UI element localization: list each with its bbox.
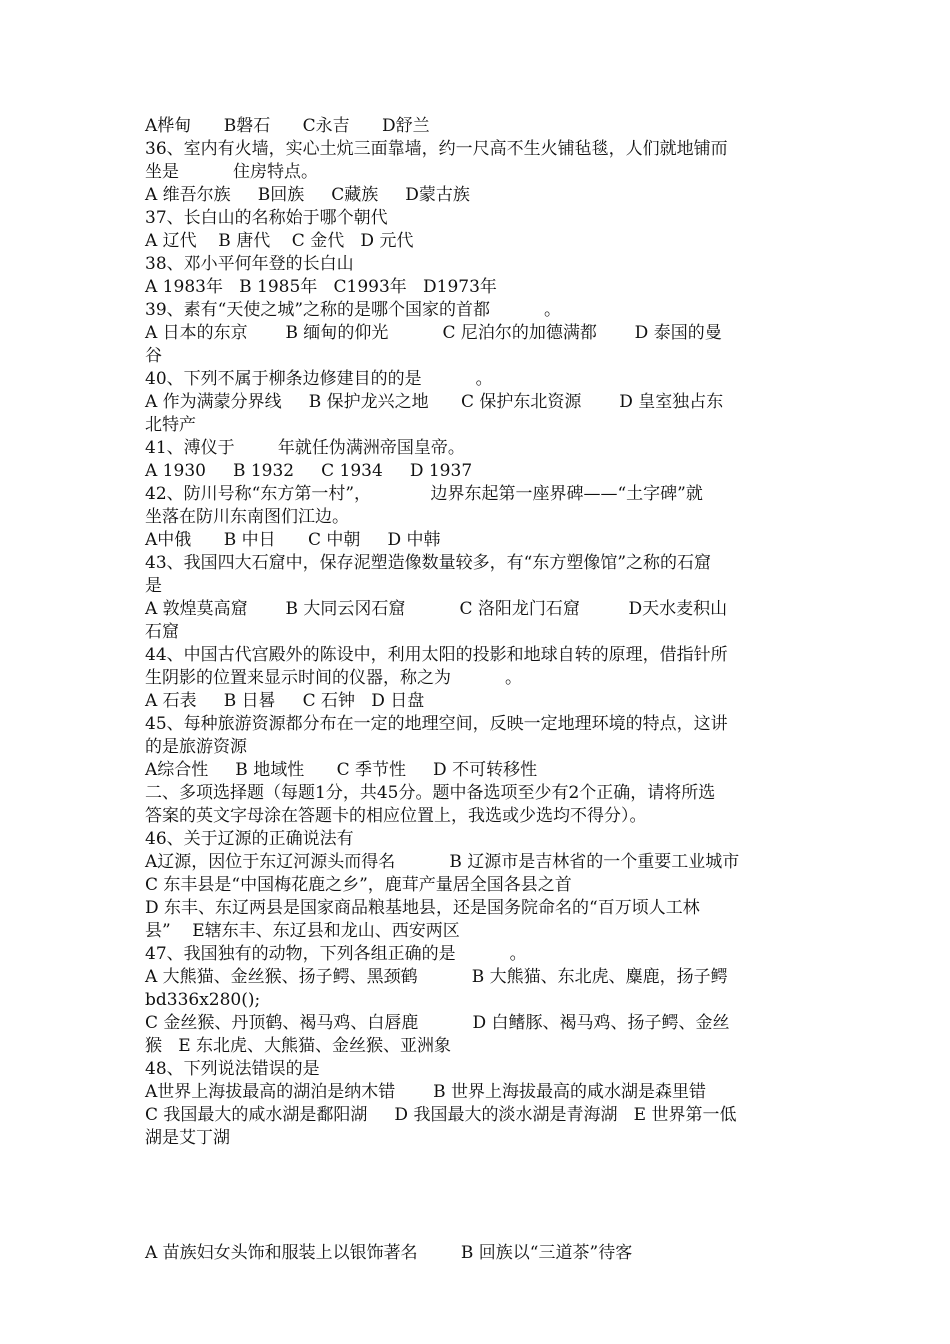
text-line: 40、下列不属于柳条边修建目的的是 。 [145, 369, 493, 389]
text-line: 46、关于辽源的正确说法有 [145, 829, 354, 849]
text-line: 坐落在防川东南图们江边。 [145, 507, 349, 527]
text-line: 的是旅游资源 [145, 737, 247, 757]
text-line: C 我国最大的咸水湖是鄱阳湖 D 我国最大的淡水湖是青海湖 E 世界第一低 [145, 1105, 737, 1125]
text-line: 坐是 住房特点。 [145, 162, 319, 182]
question-block [145, 115, 810, 1150]
text-line: A 日本的东京 B 缅甸的仰光 C 尼泊尔的加德满都 D 泰国的曼 [145, 323, 722, 343]
text-line: 38、邓小平何年登的长白山 [145, 254, 354, 274]
text-line: A综合性 B 地域性 C 季节性 D 不可转移性 [145, 760, 538, 780]
text-line: 48、下列说法错误的是 [145, 1059, 320, 1079]
text-line: 37、长白山的名称始于哪个朝代 [145, 208, 388, 228]
text-line: A 石表 B 日晷 C 石钟 D 日盘 [145, 691, 425, 711]
text-line: 湖是艾丁湖 [145, 1128, 230, 1148]
text-line: A 大熊猫、金丝猴、扬子鳄、黑颈鹤 B 大熊猫、东北虎、麋鹿，扬子鳄 [145, 967, 728, 987]
text-line: A 1930 B 1932 C 1934 D 1937 [145, 461, 473, 481]
text-line: 42、防川号称“东方第一村”， 边界东起第一座界碑——“土字碑”就 [145, 484, 703, 504]
text-line: D 东丰、东辽两县是国家商品粮基地县，还是国务院命名的“百万顷人工林 [145, 898, 700, 918]
text-line: A中俄 B 中日 C 中朝 D 中韩 [145, 530, 441, 550]
text-line: A 作为满蒙分界线 B 保护龙兴之地 C 保护东北资源 D 皇室独占东 [145, 392, 724, 412]
text-line: A辽源，因位于东辽河源头而得名 B 辽源市是吉林省的一个重要工业城市 [145, 852, 740, 872]
text-line: 41、溥仪于 年就任伪满洲帝国皇帝。 [145, 438, 465, 458]
text-line: 是 [145, 576, 162, 596]
text-line: 36、室内有火墙，实心土炕三面靠墙，约一尺高不生火铺毡毯，人们就地铺而 [145, 139, 728, 159]
blank-gap [145, 1150, 810, 1242]
document-page [145, 115, 810, 1265]
text-line: 县” E辖东丰、东辽县和龙山、西安两区 [145, 921, 460, 941]
text-line: 猴 E 东北虎、大熊猫、金丝猴、亚洲象 [145, 1036, 452, 1056]
text-line: C 金丝猴、丹顶鹤、褐马鸡、白唇鹿 D 白鳍豚、褐马鸡、扬子鳄、金丝 [145, 1013, 730, 1033]
text-line: 39、素有“天使之城”之称的是哪个国家的首都 。 [145, 300, 562, 320]
text-line: 谷 [145, 346, 162, 366]
text-line: A世界上海拔最高的湖泊是纳木错 B 世界上海拔最高的咸水湖是森里错 [145, 1082, 706, 1102]
text-line: A 苗族妇女头饰和服装上以银饰著名 B 回族以“三道茶”待客 [145, 1243, 633, 1263]
text-line: A桦甸 B磐石 C永吉 D舒兰 [145, 116, 430, 136]
text-line: 45、每种旅游资源都分布在一定的地理空间，反映一定地理环境的特点，这讲 [145, 714, 728, 734]
text-line: 44、中国古代宫殿外的陈设中，利用太阳的投影和地球自转的原理，借指针所 [145, 645, 728, 665]
text-line: 北特产 [145, 415, 196, 435]
text-line: A 维吾尔族 B回族 C藏族 D蒙古族 [145, 185, 470, 205]
text-line: 答案的英文字母涂在答题卡的相应位置上，我选或少选均不得分）。 [145, 806, 647, 826]
trailing-block [145, 1242, 810, 1265]
text-line: 生阴影的位置来显示时间的仪器，称之为 。 [145, 668, 523, 688]
text-line: 石窟 [145, 622, 179, 642]
text-line: bd336x280(); [145, 990, 261, 1010]
text-line: 47、我国独有的动物，下列各组正确的是 。 [145, 944, 527, 964]
text-line: A 辽代 B 唐代 C 金代 D 元代 [145, 231, 414, 251]
text-line: A 1983年 B 1985年 C1993年 D1973年 [145, 277, 497, 297]
text-line: C 东丰县是“中国梅花鹿之乡”，鹿茸产量居全国各县之首 [145, 875, 572, 895]
text-line: A 敦煌莫高窟 B 大同云冈石窟 C 洛阳龙门石窟 D天水麦积山 [145, 599, 728, 619]
text-line: 43、我国四大石窟中，保存泥塑造像数量较多，有“东方塑像馆”之称的石窟 [145, 553, 712, 573]
text-line: 二、多项选择题（每题1分，共45分。题中备选项至少有2个正确，请将所选 [145, 783, 716, 803]
